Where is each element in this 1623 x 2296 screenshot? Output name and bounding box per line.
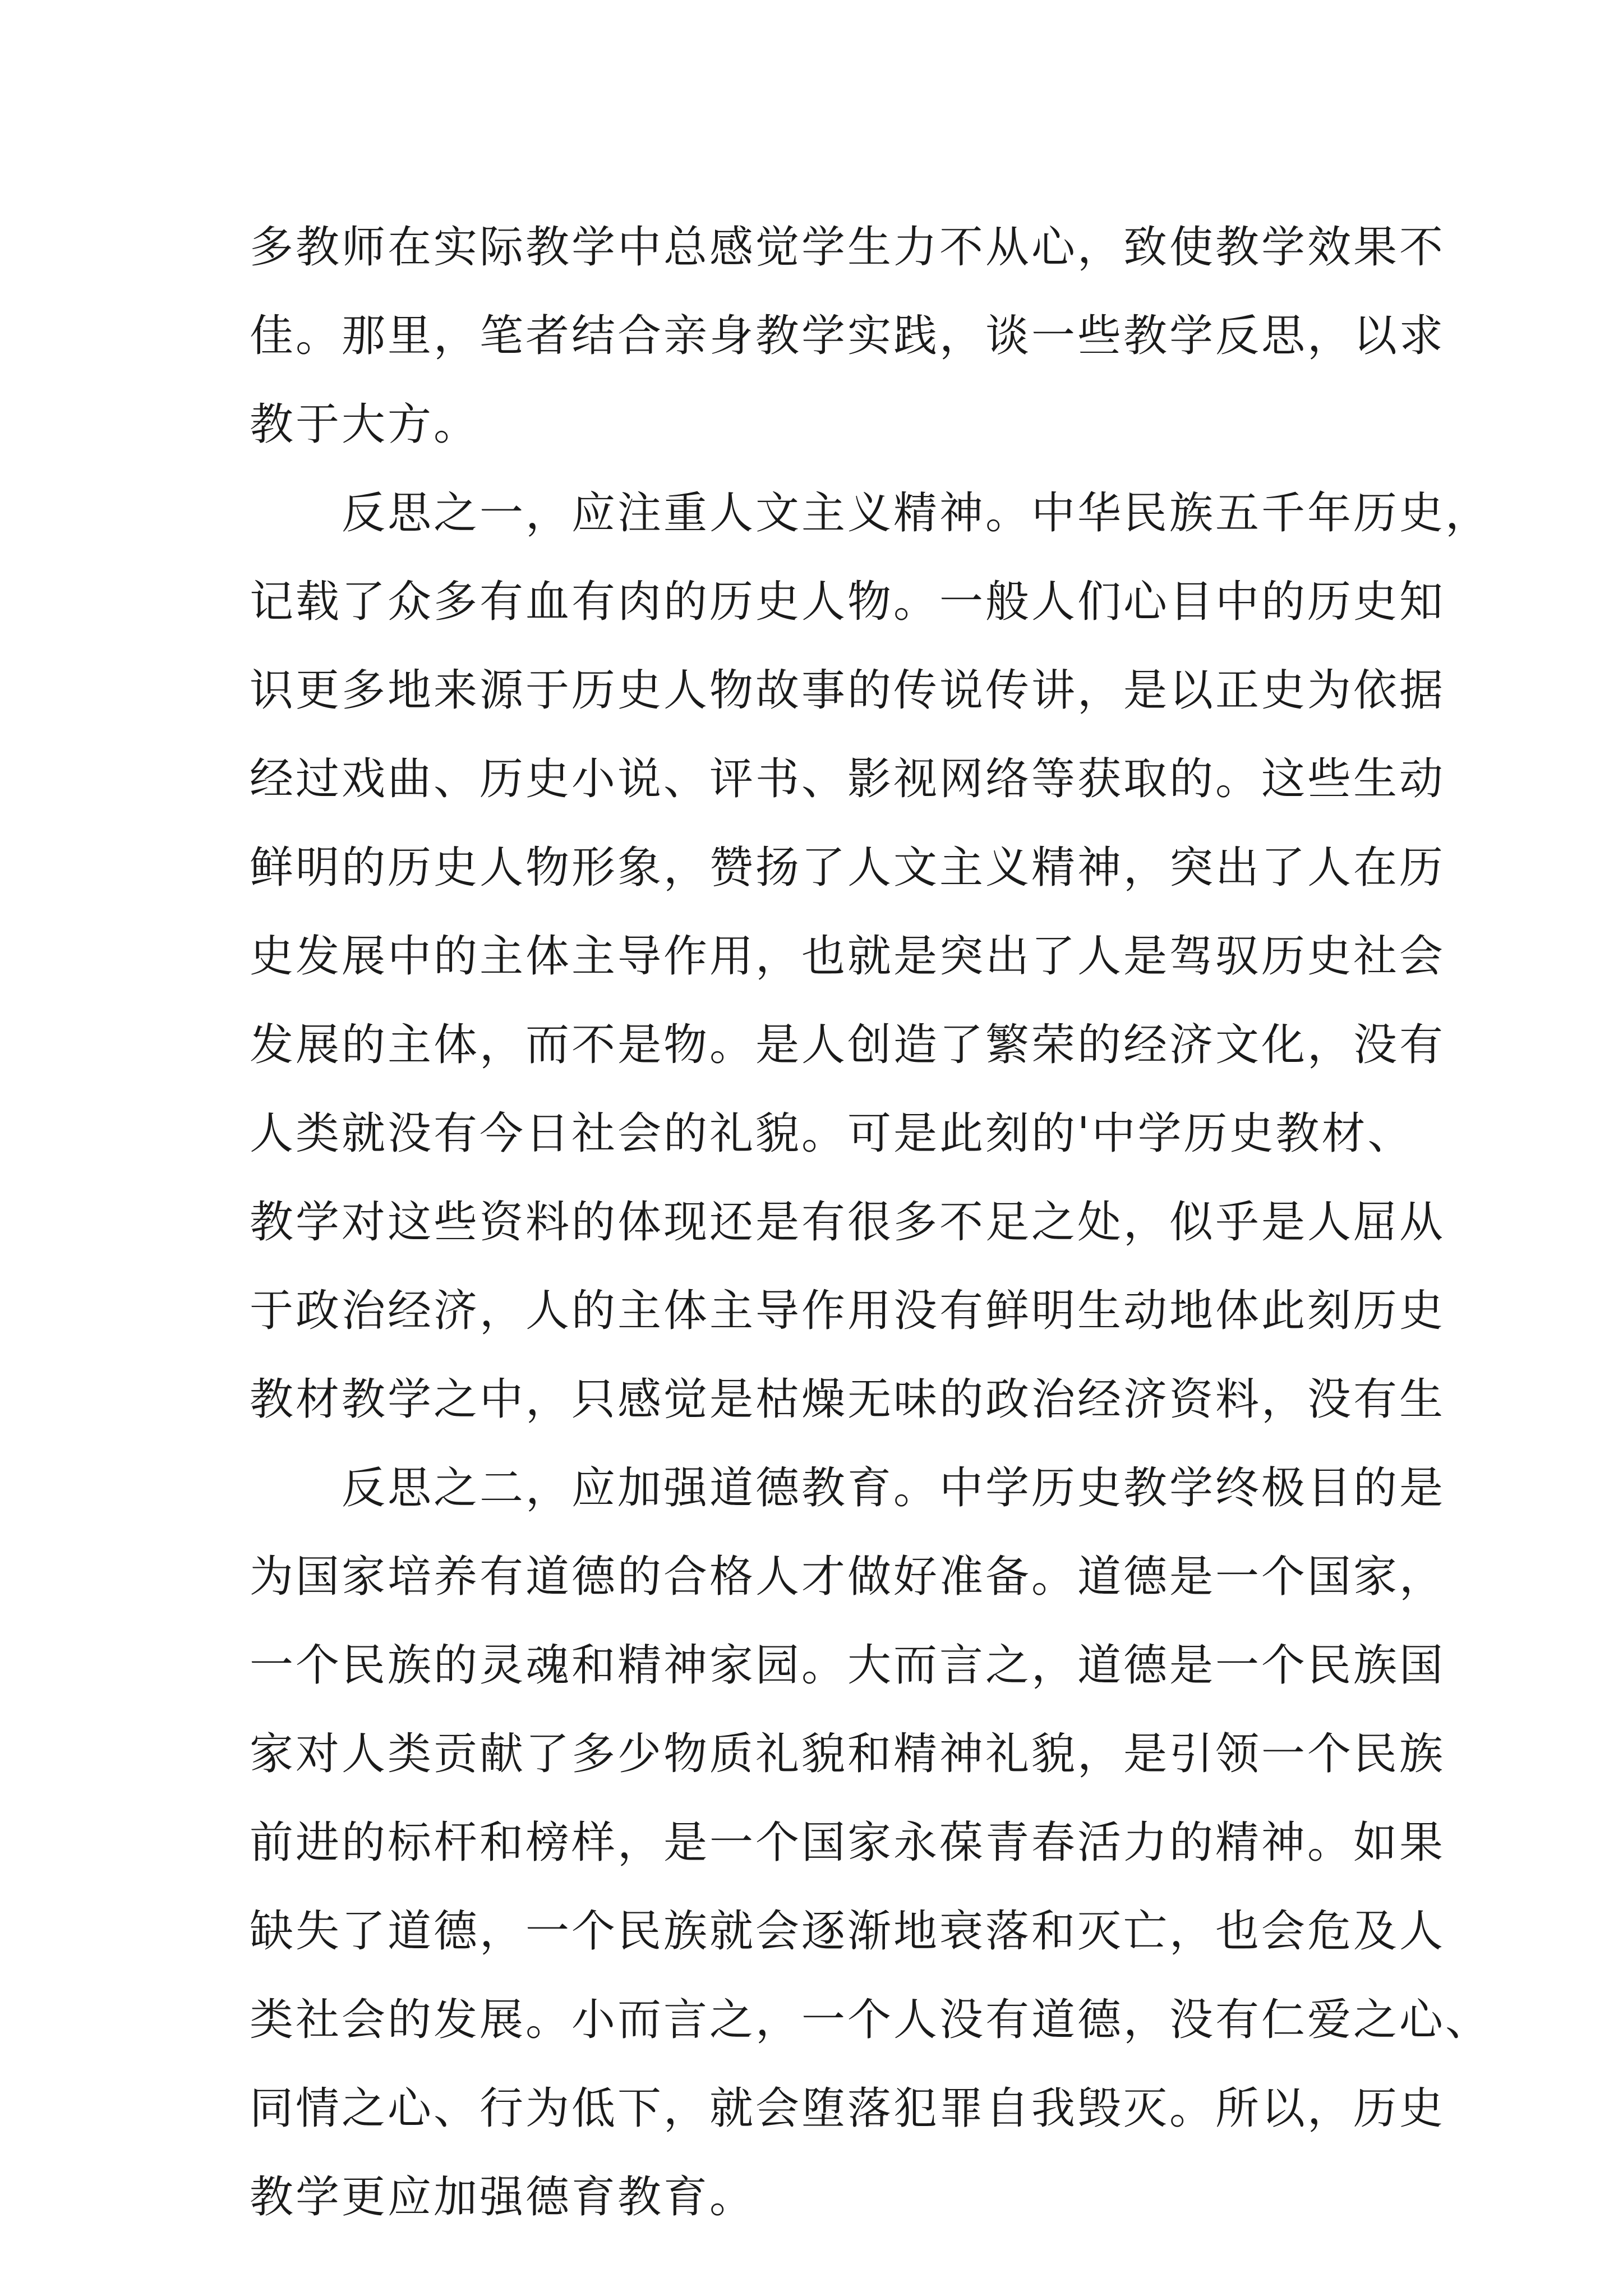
text-line: 多教师在实际教学中总感觉学生力不从心，致使教学效果不	[250, 222, 1446, 273]
text-line: 人类就没有今日社会的礼貌。可是此刻的'中学历史教材、	[250, 1108, 1414, 1159]
text-line: 鲜明的历史人物形象，赞扬了人文主义精神，突出了人在历	[250, 843, 1446, 893]
text-line: 反思之二，应加强道德教育。中学历史教学终极目的是	[250, 1463, 1446, 1513]
text-line: 为国家培养有道德的合格人才做好准备。道德是一个国家，	[250, 1552, 1446, 1602]
text-line: 发展的主体，而不是物。是人创造了繁荣的经济文化，没有	[250, 1020, 1446, 1070]
text-line: 佳。那里，笔者结合亲身教学实践，谈一些教学反思，以求	[250, 311, 1446, 361]
text-line: 类社会的发展。小而言之，一个人没有道德，没有仁爱之心、	[250, 1995, 1492, 2045]
body-text	[250, 203, 1492, 2242]
text-line: 经过戏曲、历史小说、评书、影视网络等获取的。这些生动	[250, 754, 1446, 804]
text-line: 识更多地来源于历史人物故事的传说传讲，是以正史为依据	[250, 665, 1446, 716]
text-line: 缺失了道德，一个民族就会逐渐地衰落和灭亡，也会危及人	[250, 1906, 1446, 1957]
text-line: 教于大方。	[250, 399, 480, 450]
text-line: 教学对这些资料的体现还是有很多不足之处，似乎是人屈从	[250, 1197, 1446, 1248]
paragraph-2	[250, 469, 1492, 1444]
text-line: 史发展中的主体主导作用，也就是突出了人是驾驭历史社会	[250, 931, 1446, 982]
text-line: 家对人类贡献了多少物质礼貌和精神礼貌，是引领一个民族	[250, 1729, 1446, 1779]
paragraph-3	[250, 1444, 1492, 2242]
text-line: 前进的标杆和榜样，是一个国家永葆青春活力的精神。如果	[250, 1818, 1446, 1868]
text-line: 一个民族的灵魂和精神家园。大而言之，道德是一个民族国	[250, 1640, 1446, 1691]
text-line: 于政治经济，人的主体主导作用没有鲜明生动地体此刻历史	[250, 1286, 1446, 1336]
text-line: 记载了众多有血有肉的历史人物。一般人们心目中的历史知	[250, 577, 1446, 627]
text-line: 教材教学之中，只感觉是枯燥无味的政治经济资料，没有生	[250, 1374, 1446, 1425]
text-line: 反思之一，应注重人文主义精神。中华民族五千年历史，	[250, 488, 1492, 539]
paragraph-1	[250, 203, 1446, 469]
text-line: 同情之心、行为低下，就会堕落犯罪自我毁灭。所以，历史	[250, 2083, 1446, 2134]
text-line: 教学更应加强德育教育。	[250, 2172, 756, 2223]
